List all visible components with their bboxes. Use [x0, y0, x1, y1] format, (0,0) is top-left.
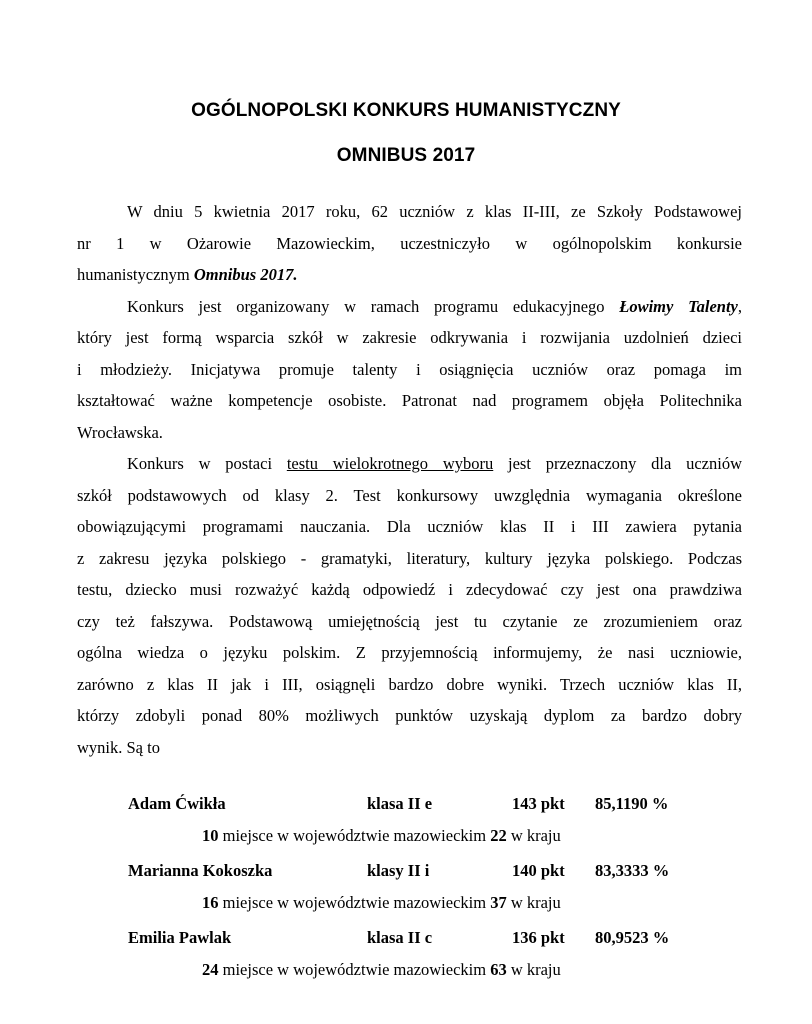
- student-name: Marianna Kokoszka: [128, 861, 273, 880]
- document-body: [77, 196, 742, 763]
- placement-line: 10 miejsce w województwie mazowieckim 22 w kraju: [202, 826, 561, 845]
- text-line: wynik. Są to: [77, 737, 160, 757]
- student-percent: 80,9523 %: [595, 928, 670, 947]
- document-title: OGÓLNOPOLSKI KONKURS HUMANISTYCZNY: [191, 100, 621, 121]
- country-place: 22: [490, 826, 507, 845]
- text-line: W dniu 5 kwietnia 2017 roku, 62 uczniów z klas II-III, ze Szkoły Podstawowej: [127, 202, 742, 221]
- text-line: ogólna wiedza o języku polskim. Z przyjemnością informujemy, że nasi uczniowie,: [77, 643, 742, 662]
- student-points: 143 pkt: [512, 794, 565, 813]
- placement-line: 24 miejsce w województwie mazowieckim 63 w kraju: [202, 960, 561, 979]
- text-line: zarówno z klas II jak i III, osiągnęli bardzo dobre wyniki. Trzech uczniów klas II,: [77, 674, 742, 694]
- student-percent: 83,3333 %: [595, 861, 670, 880]
- country-place: 37: [490, 893, 507, 912]
- text-line: nr 1 w Ożarowie Mazowieckim, uczestniczyło w ogólnopolskim konkursie: [77, 233, 742, 253]
- paragraph-test: [77, 448, 742, 763]
- text-line: którzy zdobyli ponad 80% możliwych punktów uzyskają dyplom za bardzo dobry: [77, 706, 742, 725]
- student-name: Adam Ćwikła: [128, 794, 226, 813]
- test-type-underline: testu wielokrotnego wyboru: [286, 454, 494, 473]
- student-points: 136 pkt: [512, 928, 565, 947]
- contest-name-emphasis: Omnibus 2017.: [193, 265, 298, 284]
- student-class: klasa II e: [367, 794, 433, 813]
- student-points: 140 pkt: [512, 861, 565, 880]
- text-line: który jest formą wsparcia szkół w zakresie odkrywania i rozwijania uzdolnień dzieci: [77, 328, 742, 347]
- text-line: i młodzieży. Inicjatywa promuje talenty i osiągnięcia uczniów oraz pomaga im: [77, 359, 742, 379]
- text-line: czy też fałszywa. Podstawową umiejętnością jest tu czytanie ze zrozumieniem oraz: [77, 611, 742, 631]
- text-line: humanistycznym Omnibus 2017.: [77, 265, 298, 284]
- text-line: kształtować ważne kompetencje osobiste. Patronat nad programem objęła Politechnika: [77, 391, 742, 410]
- region-place: 10: [202, 826, 219, 845]
- country-place: 63: [490, 960, 507, 979]
- text-line: Konkurs jest organizowany w ramach programu edukacyjnego Łowimy Talenty,: [127, 296, 743, 316]
- text-line: obowiązującymi programami nauczania. Dla uczniów klas II i III zawiera pytania: [77, 517, 742, 536]
- student-class: klasy II i: [367, 861, 430, 880]
- student-percent: 85,1190 %: [595, 794, 669, 813]
- document-subtitle: OMNIBUS 2017: [336, 145, 476, 166]
- paragraph-intro: [77, 196, 742, 291]
- placement-line: 16 miejsce w województwie mazowieckim 37 w kraju: [202, 893, 561, 912]
- text-line: szkół podstawowych od klasy 2. Test konkursowy uwzględnia wymagania określone: [77, 485, 742, 505]
- text-line: Wrocławska.: [77, 422, 163, 442]
- paragraph-program: [77, 291, 742, 449]
- text-line: testu, dziecko musi rozważyć każdą odpowiedź i zdecydować czy jest ona prawdziwa: [77, 580, 742, 599]
- region-place: 16: [202, 893, 219, 912]
- text-line: Konkurs w postaci testu wielokrotnego wyboru jest przeznaczony dla uczniów: [127, 454, 743, 473]
- text-line: z zakresu języka polskiego - gramatyki, literatury, kultury języka polskiego. Podczas: [77, 548, 742, 568]
- region-place: 24: [202, 960, 219, 979]
- student-class: klasa II c: [367, 928, 433, 947]
- student-name: Emilia Pawlak: [128, 928, 232, 947]
- program-name-emphasis: Łowimy Talenty: [619, 296, 738, 316]
